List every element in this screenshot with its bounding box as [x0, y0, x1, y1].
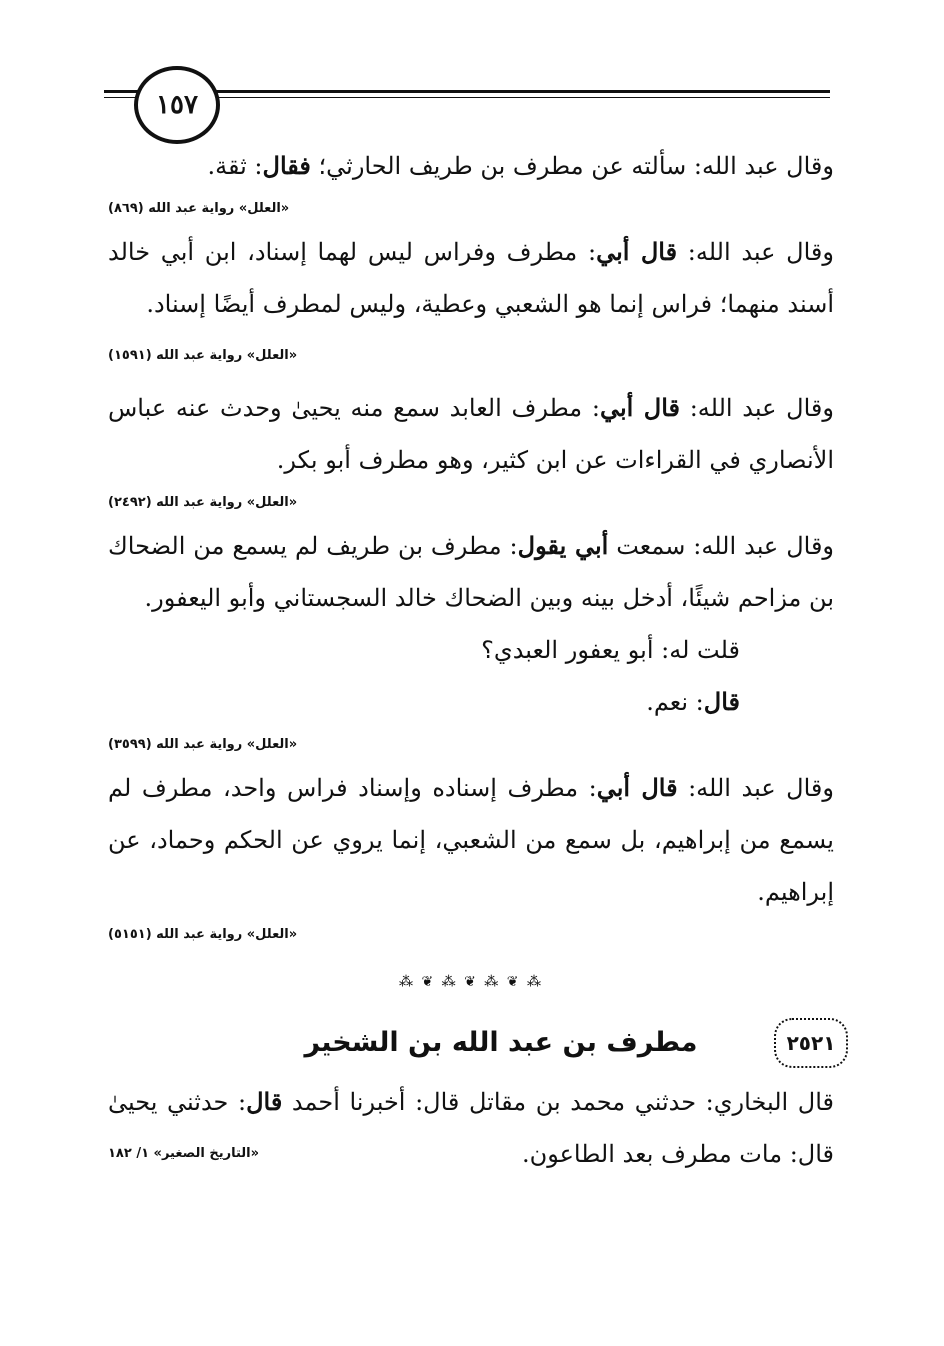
- source-reference: «العلل» رواية عبد الله (٥١٥١): [108, 927, 298, 942]
- entry-text: [108, 1076, 834, 1180]
- paragraph-bold: فقال: [262, 151, 311, 180]
- answer-bold: قال: [703, 687, 740, 716]
- paragraph-text: وقال عبد الله: سألته عن مطرف بن طريف الحارثي؛: [310, 152, 834, 180]
- paragraph-4: [108, 520, 834, 624]
- paragraph-text: : مطرف وفراس ليس لهما إسناد، ابن أبي خالد أسند منهما؛ فراس إنما هو الشعبي وعطية، وليس لمطرف أيضًا إسناد.: [108, 238, 834, 318]
- dialogue-question: قلت له: أبو يعفور العبدي؟: [481, 636, 740, 664]
- paragraph-text: : مطرف بن طريف لم يسمع من الضحاك بن مزاحم شيئًا، أدخل بينه وبين الضحاك خالد السجستاني وأبو اليعفور.: [108, 532, 834, 612]
- paragraph-3: [108, 382, 834, 486]
- paragraph-text: : حدثني يحيىٰ قال: مات مطرف بعد الطاعون.: [108, 1088, 834, 1168]
- page-body: [108, 140, 834, 1180]
- paragraph-text: : ثقة.: [207, 152, 263, 180]
- paragraph-text: وقال عبد الله:: [679, 394, 834, 422]
- paragraph-bold: أبي يقول: [517, 531, 609, 560]
- paragraph-bold: قال أبي: [596, 237, 678, 266]
- paragraph-bold: قال أبي: [599, 393, 680, 422]
- ornament-divider: ⁂ ❦ ⁂ ❦ ⁂ ❦ ⁂: [399, 974, 543, 990]
- dialogue-answer: [108, 676, 834, 728]
- paragraph-2: [108, 226, 834, 363]
- entry-heading: [108, 1010, 834, 1076]
- entry-number-badge: ٢٥٢١: [774, 1018, 848, 1068]
- paragraph-text: وقال عبد الله:: [677, 238, 834, 266]
- paragraph-text: وقال عبد الله: سمعت: [608, 532, 835, 560]
- paragraph-bold: قال أبي: [596, 773, 678, 802]
- paragraph-text: وقال عبد الله:: [677, 774, 834, 802]
- source-reference: «العلل» رواية عبد الله (٨٦٩): [108, 201, 290, 216]
- paragraph-text: قال البخاري: حدثني محمد بن مقاتل قال: أخبرنا أحمد: [282, 1088, 834, 1116]
- paragraph-5: [108, 762, 834, 918]
- source-reference: «العلل» رواية عبد الله (٣٥٩٩): [108, 737, 298, 752]
- source-reference: «التاريخ الصغير» ١/ ١٨٢: [108, 1146, 260, 1161]
- paragraph-bold: قال: [246, 1087, 283, 1116]
- answer-text: : نعم.: [646, 688, 704, 716]
- paragraph-1: [108, 140, 834, 192]
- page-number: ١٥٧: [134, 66, 220, 144]
- paragraph-text: : مطرف إسناده وإسناد فراس واحد، مطرف لم يسمع من إبراهيم، بل سمع من الشعبي، إنما يروي عن الحكم وحماد، عن إبراهيم.: [108, 774, 834, 906]
- source-reference: «العلل» رواية عبد الله (٢٤٩٢): [108, 495, 298, 510]
- paragraph-text: : مطرف العابد سمع منه يحيىٰ وحدث عنه عباس الأنصاري في القراءات عن ابن كثير، وهو مطرف أبو بكر.: [108, 394, 834, 474]
- source-reference: «العلل» رواية عبد الله (١٥٩١): [108, 348, 298, 363]
- entry-title: مطرف بن عبد الله بن الشخير: [304, 1027, 698, 1058]
